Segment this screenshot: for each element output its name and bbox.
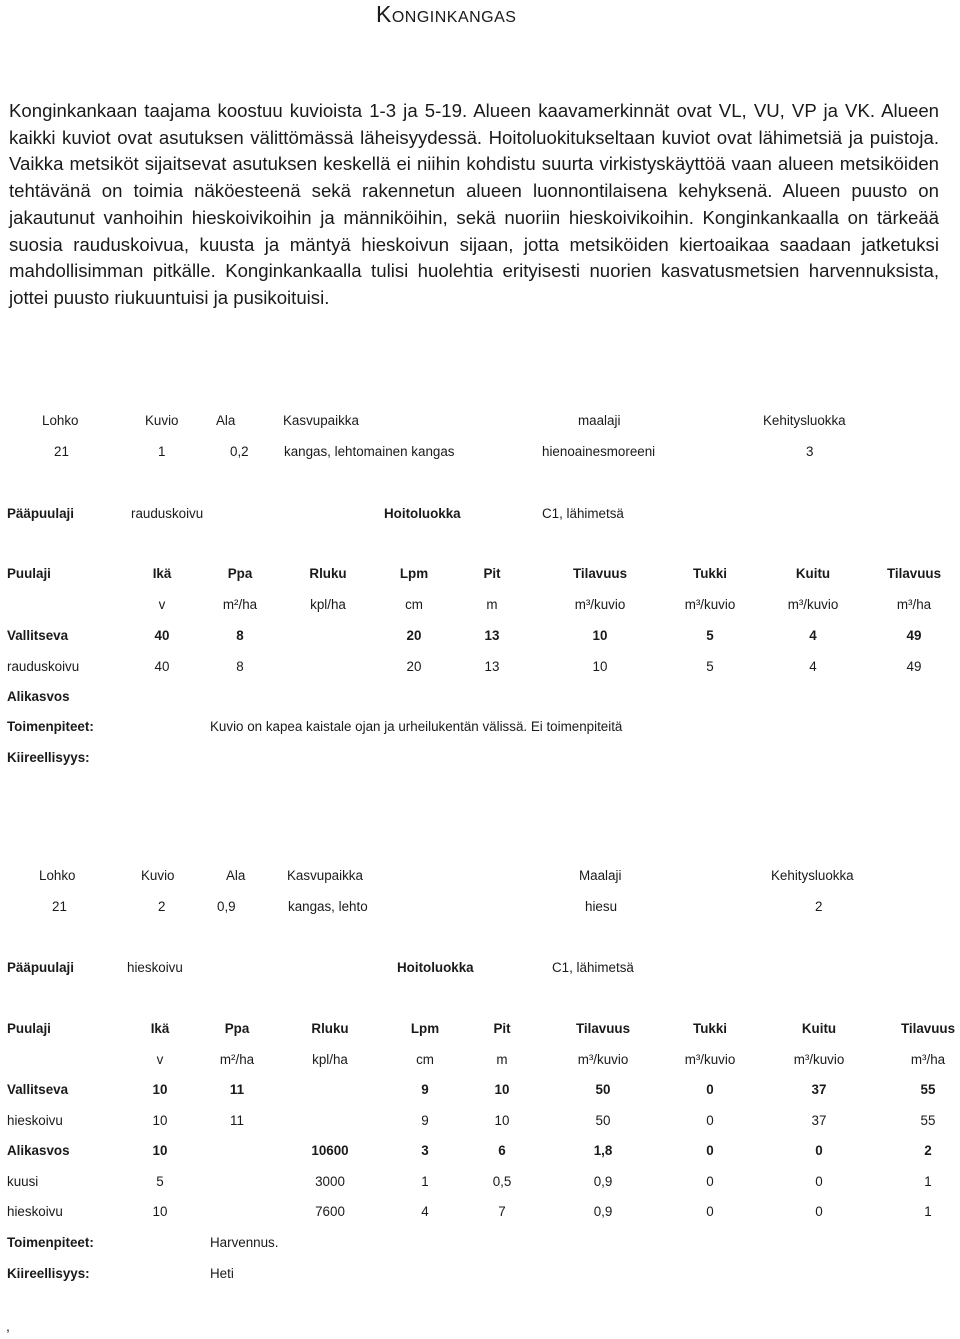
block1-value-maalaji: hienoainesmoreeni [542,444,656,459]
block1-col-header: Tilavuus [572,566,628,581]
block1-value-kehitysluokka: 3 [806,444,814,459]
block1-kiireellisyys-label: Kiireellisyys: [7,750,90,765]
block1-table-cell: 49 [906,659,922,674]
block2-table-cell: 37 [811,1082,827,1097]
block2-table-cell: 10 [152,1113,168,1128]
block1-paapuulaji-label: Pääpuulaji [7,506,74,521]
block2-value-lohko: 21 [52,899,67,914]
block2-table-cell: 0 [706,1204,714,1219]
block2-table-cell: 10600 [311,1143,349,1158]
block2-table-cell: 3000 [315,1174,345,1189]
block2-header-lohko: Lohko [39,868,76,883]
block1-unit: m [486,597,498,612]
block2-unit: kpl/ha [312,1052,348,1067]
block1-value-kasvupaikka: kangas, lehtomainen kangas [284,444,455,459]
block2-table-cell: 1 [924,1204,932,1219]
block2-table-cell: 1 [421,1174,429,1189]
block2-table-cell: 3 [421,1143,429,1158]
block2-table-cell: 0,9 [593,1204,613,1219]
block1-col-header: Pit [483,566,501,581]
block2-value-kehitysluokka: 2 [815,899,823,914]
block2-header-ala: Ala [226,868,246,883]
block1-header-kuvio: Kuvio [145,413,179,428]
block2-header-kasvupaikka: Kasvupaikka [287,868,363,883]
block2-table-cell: Vallitseva [7,1082,69,1097]
block2-table-cell: 7600 [315,1204,345,1219]
block1-table-cell: 20 [406,628,422,643]
block2-table-cell: 10 [152,1204,168,1219]
block2-hoitoluokka-label: Hoitoluokka [397,960,474,975]
block1-header-ala: Ala [216,413,236,428]
block1-unit: m³/kuvio [574,597,626,612]
block2-table-cell: 0 [706,1143,714,1158]
block2-header-maalaji: Maalaji [579,868,622,883]
block1-value-kuvio: 1 [158,444,166,459]
block2-paapuulaji-label: Pääpuulaji [7,960,74,975]
block2-table-cell: 10 [152,1082,168,1097]
block2-unit: m²/ha [219,1052,255,1067]
block1-table-cell: 10 [592,659,608,674]
block2-table-cell: 11 [229,1082,245,1097]
block2-table-cell: 11 [230,1113,244,1128]
block2-table-cell: 9 [421,1113,429,1128]
block2-value-ala: 0,9 [217,899,236,914]
block2-header-kuvio: Kuvio [141,868,175,883]
block1-paapuulaji: rauduskoivu [131,506,204,521]
block2-unit: v [156,1052,164,1067]
block2-value-kasvupaikka: kangas, lehto [288,899,368,914]
block1-table-cell: 49 [906,628,922,643]
block1-header-kehitysluokka: Kehitysluokka [763,413,846,428]
block2-unit: m³/kuvio [793,1052,845,1067]
block1-header-lohko: Lohko [42,413,79,428]
block2-unit: cm [416,1052,434,1067]
block1-table-cell: Alikasvos [7,689,70,704]
block1-value-ala: 0,2 [230,444,249,459]
block1-table-cell: 10 [592,628,608,643]
block2-table-cell: 50 [595,1113,611,1128]
block1-col-header: Tilavuus [886,566,942,581]
block1-table-cell: 40 [154,628,170,643]
block1-table-cell: 13 [484,628,500,643]
block2-col-header: Tilavuus [575,1021,631,1036]
block1-table-cell: 20 [406,659,422,674]
block1-hoitoluokka: C1, lähimetsä [542,506,624,521]
block2-table-cell: 37 [811,1113,827,1128]
block1-hoitoluokka-label: Hoitoluokka [384,506,461,521]
block1-table-cell: 5 [706,659,714,674]
footer-mark: , [6,1318,10,1334]
block2-col-header: Ikä [150,1021,170,1036]
block1-toimenpiteet: Kuvio on kapea kaistale ojan ja urheilukentän välissä. Ei toimenpiteitä [210,719,623,734]
block1-table-cell: 5 [706,628,714,643]
block2-table-cell: 9 [421,1082,429,1097]
block2-table-cell: hieskoivu [7,1204,63,1219]
block2-table-cell: 0 [815,1204,823,1219]
block1-col-header: Puulaji [7,566,51,581]
block1-col-header: Kuitu [795,566,831,581]
block1-unit: v [158,597,166,612]
block2-value-maalaji: hiesu [585,899,618,914]
block1-unit: m³/ha [896,597,932,612]
block2-paapuulaji: hieskoivu [127,960,183,975]
block2-table-cell: 5 [156,1174,164,1189]
intro-text: Konginkankaan taajama koostuu kuvioista 1-3 ja 5-19. Alueen kaavamerkinnät ovat VL, VU, VP ja VK. Alueen kaikki kuviot ovat asutuksen välittömässä läheisyydessä. Hoitoluokitukseltaan kuviot ovat lähimetsiä ja puistoja. Vaikka metsiköt sijaitsevat asutuksen keskellä ei niihin kohdistu suurta virkistyskäyttöä vaan alueen metsiköiden tehtävänä on toimia näköesteenä sekä rakennetun alueen luonnontilaisena kehyksenä. Alueen puusto on jakautunut vanhoihin hieskoivikoihin ja männiköihin, sekä nuoriin hieskoivikoihin. Konginkankaalla on tärkeää suosia rauduskoivua, kuusta ja mäntyä hieskoivun sijaan, jotta metsiköiden kiertoaikaa saadaan jatketuksi mahdollisimman pitkälle. Konginkankaalla tulisi huolehtia erityisesti nuorien kasvatusmetsien harvennuksista, jottei puusto riukuuntuisi ja pusikoituisi. [9,100,939,308]
block2-table-cell: hieskoivu [7,1113,63,1128]
block1-col-header: Tukki [693,566,727,581]
block2-table-cell: 10 [152,1143,168,1158]
block1-table-cell: 13 [484,659,500,674]
block2-table-cell: 4 [421,1204,429,1219]
block2-unit: m [496,1052,508,1067]
block2-table-cell: 0 [815,1143,823,1158]
block2-table-cell: 55 [920,1113,936,1128]
block2-col-header: Kuitu [801,1021,837,1036]
intro-paragraph [9,98,939,312]
block2-toimenpiteet-label: Toimenpiteet: [7,1235,94,1250]
page-title: Konginkangas [376,1,517,27]
block1-col-header: Ppa [227,566,253,581]
block2-col-header: Tilavuus [900,1021,956,1036]
block2-table-cell: 0,5 [492,1174,512,1189]
block1-unit: cm [405,597,423,612]
block1-table-cell: Vallitseva [7,628,69,643]
block2-kiireellisyys-label: Kiireellisyys: [7,1266,90,1281]
block2-col-header: Rluku [311,1021,349,1036]
block2-kiireellisyys: Heti [210,1266,234,1281]
block2-table-cell: 0 [706,1174,714,1189]
block2-table-cell: 6 [498,1143,506,1158]
block2-table-cell: 10 [494,1113,510,1128]
block2-table-cell: 1,8 [593,1143,613,1158]
block2-unit: m³/kuvio [684,1052,736,1067]
block1-unit: m³/kuvio [787,597,839,612]
block2-col-header: Lpm [410,1021,440,1036]
block2-table-cell: 10 [494,1082,510,1097]
block1-toimenpiteet-label: Toimenpiteet: [7,719,94,734]
block2-col-header: Ppa [224,1021,250,1036]
block2-toimenpiteet: Harvennus. [210,1235,279,1250]
block2-col-header: Tukki [693,1021,727,1036]
block2-table-cell: 0,9 [593,1174,613,1189]
block2-table-cell: Alikasvos [7,1143,70,1158]
block2-table-cell: 0 [815,1174,823,1189]
block1-table-cell: 8 [236,628,244,643]
block2-table-cell: kuusi [7,1174,39,1189]
block2-header-kehitysluokka: Kehitysluokka [771,868,854,883]
block2-table-cell: 55 [920,1082,936,1097]
block1-table-cell: 4 [809,628,817,643]
block1-col-header: Rluku [309,566,347,581]
block1-value-lohko: 21 [54,444,69,459]
block1-unit: kpl/ha [310,597,346,612]
block2-hoitoluokka: C1, lähimetsä [552,960,634,975]
block2-table-cell: 0 [706,1113,714,1128]
block2-unit: m³/ha [910,1052,946,1067]
block1-unit: m³/kuvio [684,597,736,612]
block1-header-maalaji: maalaji [578,413,621,428]
block2-unit: m³/kuvio [577,1052,629,1067]
block1-table-cell: 8 [236,659,244,674]
block2-table-cell: 7 [498,1204,506,1219]
block2-table-cell: 2 [924,1143,932,1158]
block2-col-header: Puulaji [7,1021,51,1036]
block2-table-cell: 50 [595,1082,611,1097]
block2-col-header: Pit [493,1021,511,1036]
block2-table-cell: 1 [924,1174,932,1189]
block1-unit: m²/ha [222,597,258,612]
block1-header-kasvupaikka: Kasvupaikka [283,413,359,428]
block1-table-cell: 40 [154,659,170,674]
block1-col-header: Lpm [399,566,429,581]
block1-table-cell: 4 [809,659,817,674]
block1-col-header: Ikä [152,566,172,581]
block1-table-cell: rauduskoivu [7,659,80,674]
block2-table-cell: 0 [706,1082,714,1097]
block2-value-kuvio: 2 [158,899,166,914]
